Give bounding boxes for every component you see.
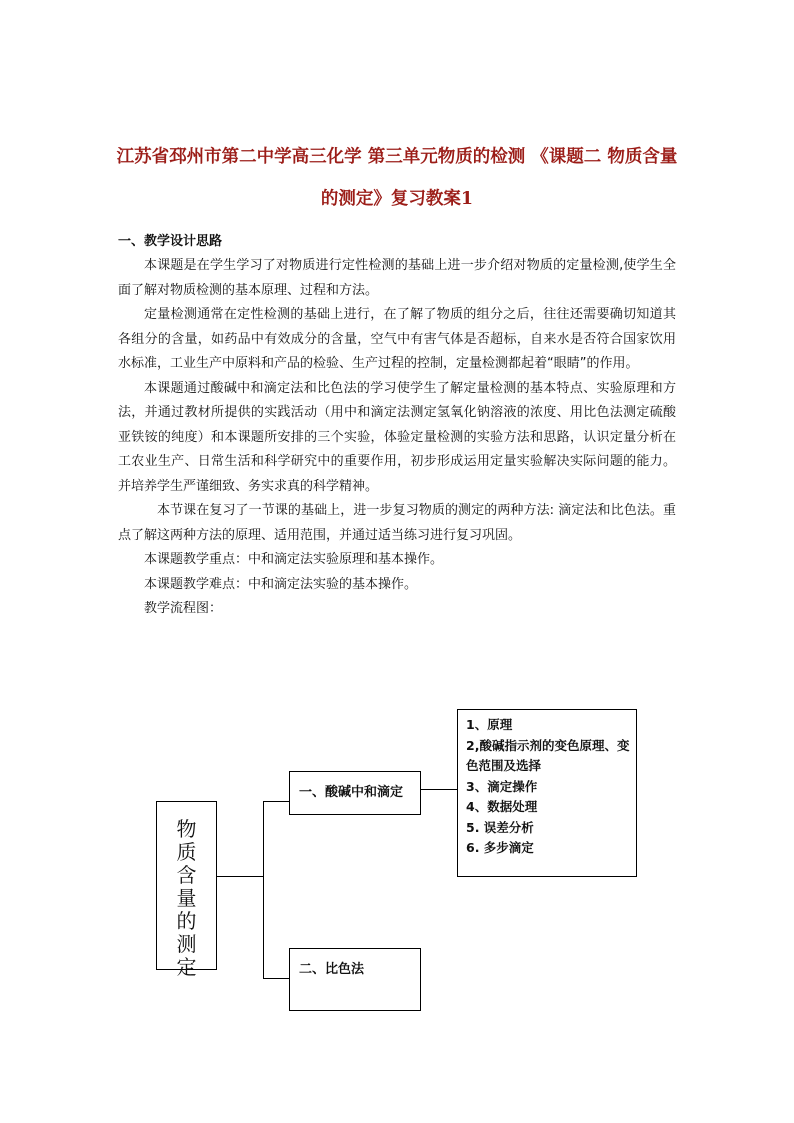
document-title: 江苏省邳州市第二中学高三化学 第三单元物质的检测 《课题二 物质含量的测定》复习教案1 (116, 147, 678, 209)
branch-colorimetry-label: 二、比色法 (299, 962, 365, 977)
paragraph: 定量检测通常在定性检测的基础上进行，在了解了物质的组分之后，往往还需要确切知道其各组分的含量，如药品中有效成分的含量，空气中有害气体是否超标，自来水是否符合国家饮用水标准，工业生产中原料和产品的检验、生产过程的控制，定量检测都起着“眼睛”的作用。 (118, 307, 676, 371)
section-heading-design: 一、教学设计思路 (118, 234, 223, 249)
branch-titration-label: 一、酸碱中和滴定 (299, 785, 404, 800)
connector-line (263, 801, 289, 802)
body-text (118, 254, 676, 622)
root-char: 测 (176, 932, 197, 956)
connector-line (420, 789, 457, 790)
details-list (466, 715, 632, 859)
paragraph-key-points: 本课题教学重点：中和滴定法实验原理和基本操作。 (144, 552, 444, 567)
paragraph: 本节课在复习了一节课的基础上，进一步复习物质的测定的两种方法: 滴定法和比色法。重点了解这两种方法的原理、适用范围，并通过适当练习进行复习巩固。 (118, 503, 676, 543)
paragraph: 本课题通过酸碱中和滴定法和比色法的学习使学生了解定量检测的基本特点、实验原理和方法，并通过教材所提供的实践活动（用中和滴定法测定氢氧化钠溶液的浓度、用比色法测定硫酸亚铁铵的纯度）和本课题所安排的三个实验，体验定量检测的实验方法和思路，认识定量分析在工农业生产、日常生活和科学研究中的重要作用，初步形成运用定量实验解决实际问题的能力。并培养学生严谨细致、务实求真的科学精神。 (118, 380, 676, 494)
root-char: 量 (176, 886, 197, 910)
connector-line (217, 876, 264, 877)
root-char: 质 (176, 840, 197, 864)
details-item: 3、滴定操作 (466, 778, 538, 794)
flowchart-root-label (157, 818, 216, 979)
paragraph: 本课题是在学生学习了对物质进行定性检测的基础上进一步介绍对物质的定量检测,使学生全面了解对物质检测的基本原理、过程和方法。 (118, 258, 676, 298)
details-item: 4、数据处理 (466, 799, 538, 814)
details-item: 5. 误差分析 (466, 819, 534, 835)
details-item: 2,酸碱指示剂的变色原理、变色范围及选择 (466, 737, 630, 773)
paragraph-flowchart-label: 教学流程图： (144, 601, 223, 616)
paragraph-difficulties: 本课题教学难点：中和滴定法实验的基本操作。 (144, 576, 418, 592)
root-char: 定 (176, 955, 197, 979)
flowchart-details-box (457, 709, 637, 877)
details-item: 1、原理 (466, 717, 513, 732)
root-char: 的 (176, 909, 197, 933)
flowchart-branch-titration (289, 771, 421, 815)
root-char: 含 (176, 863, 197, 887)
root-char: 物 (176, 817, 197, 841)
connector-line (263, 978, 289, 979)
connector-line (263, 801, 264, 979)
details-item: 6. 多步滴定 (466, 840, 534, 855)
flowchart-branch-colorimetry (289, 948, 421, 1011)
flowchart-root-box (156, 801, 217, 979)
